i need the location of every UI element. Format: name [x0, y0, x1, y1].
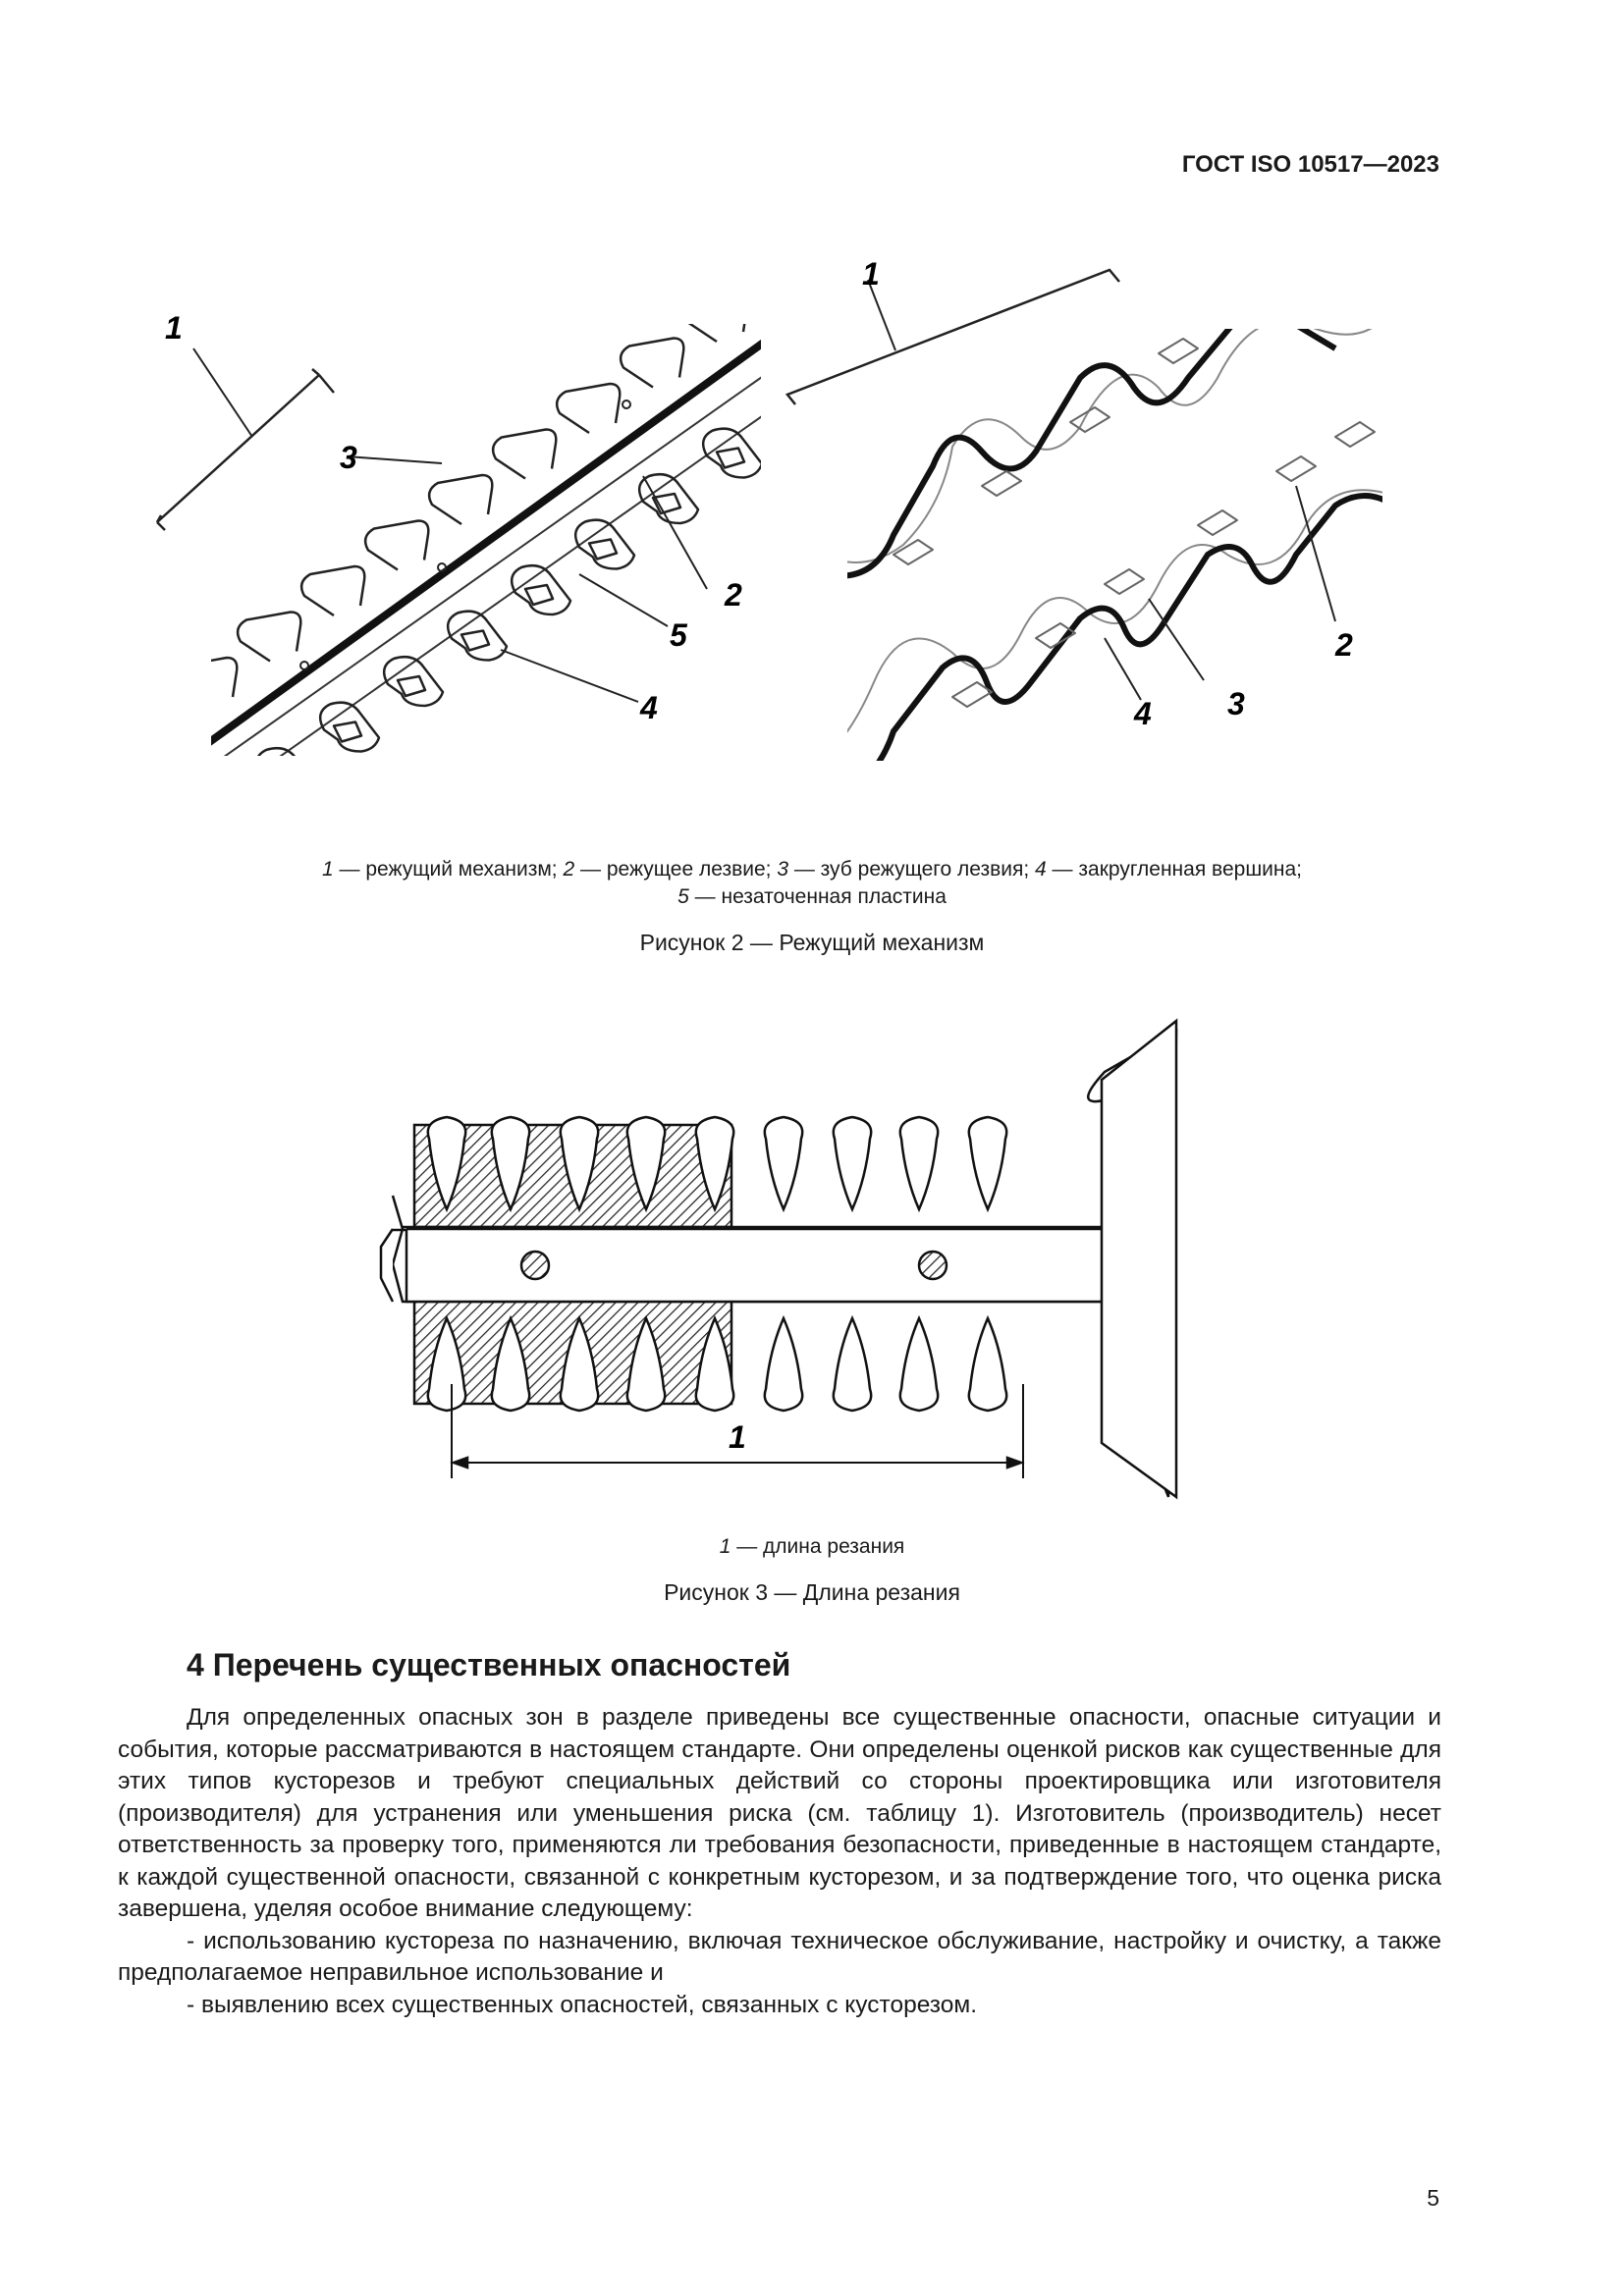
figure3-legend: 1 — длина резания [719, 1535, 905, 1558]
upper-tooth [493, 430, 556, 479]
right-label-1: 1 [862, 260, 880, 292]
tooth-gap [834, 1318, 871, 1411]
label-4: 4 [640, 690, 658, 725]
bolt-2 [919, 1252, 947, 1279]
figure2-title: Рисунок 2 — Режущий механизм [639, 930, 985, 955]
lower-tooth [767, 383, 776, 432]
label-3: 3 [340, 440, 357, 475]
section-heading: 4 Перечень существенных опасностей [187, 1647, 791, 1682]
upper-tooth [174, 658, 237, 707]
tooth-gap [900, 1117, 938, 1209]
page-number: 5 [1427, 2185, 1439, 2211]
section-body [118, 1702, 1441, 2021]
lower-tooth [256, 748, 315, 766]
lower-tooth [320, 703, 379, 752]
bolt-1 [521, 1252, 549, 1279]
right-label-3: 3 [1227, 686, 1245, 721]
bracket-1 [157, 375, 319, 522]
lower-tooth [448, 612, 507, 661]
bracket-1-right [787, 270, 1119, 404]
bar [393, 1229, 1105, 1302]
bullet-item: - выявлению всех существенных опасностей, связанных с кусторезом. [187, 1991, 978, 2018]
label-2: 2 [725, 577, 742, 613]
figure2-legend-line1: 1 — режущий механизм; 2 — режущее лезвие; 3 — зуб режущего лезвия; 4 — закругленная вершина; [321, 858, 1303, 881]
figure2-legend-line2: 5 — незаточенная пластина [677, 885, 947, 908]
upper-tooth [684, 294, 747, 342]
right-label-2: 2 [1335, 627, 1353, 663]
section-paragraph: Для определенных опасных зон в разделе приведены все существенные опасности, опасные ситуации и события, которые рассматриваются в настоящем стандарте. Они определены оценкой рисков как существенные для этих типов кусторезов и требуют специальных действий со стороны проектировщика или изготовителя (производителя) для устранения или уменьшения риска (см. таблицу 1). Изготовитель (производитель) несет ответственность за проверку того, применяются ли требования безопасности, приведенные в настоящем стандарте, к каждой существенной опасности, связанной с конкретным кусторезом, и за подтверждение того, что оценка риска завершена, уделяя особое внимание следующему: [118, 1704, 1441, 1922]
right-label-4: 4 [1134, 696, 1152, 731]
tooth-gap [765, 1117, 802, 1209]
dimension-label-1: 1 [729, 1419, 746, 1455]
bullet-item: - использованию кустореза по назначению, включая техническое обслуживание, настройку и очистку, а также предполагаемое неправильное использование и [118, 1927, 1441, 1986]
label-1: 1 [165, 310, 183, 346]
upper-tooth [301, 566, 364, 615]
lower-tooth [384, 657, 443, 706]
figure2-right-drawing [785, 260, 1384, 761]
figure3-title: Рисунок 3 — Длина резания [664, 1579, 960, 1605]
upper-tooth [238, 613, 300, 662]
upper-tooth [365, 521, 428, 570]
tooth-gap [765, 1318, 802, 1411]
upper-tooth [557, 384, 620, 433]
label-5: 5 [670, 617, 687, 653]
tooth-gap [834, 1117, 871, 1209]
tooth-gap [969, 1318, 1006, 1411]
upper-tooth [429, 475, 492, 524]
tooth-gap [900, 1318, 938, 1411]
figure2-left-drawing [147, 294, 776, 766]
upper-tooth [621, 339, 683, 388]
document-code: ГОСТ ISO 10517—2023 [1181, 151, 1439, 178]
tooth-gap [969, 1117, 1006, 1209]
figure3-drawing [373, 1011, 1198, 1512]
